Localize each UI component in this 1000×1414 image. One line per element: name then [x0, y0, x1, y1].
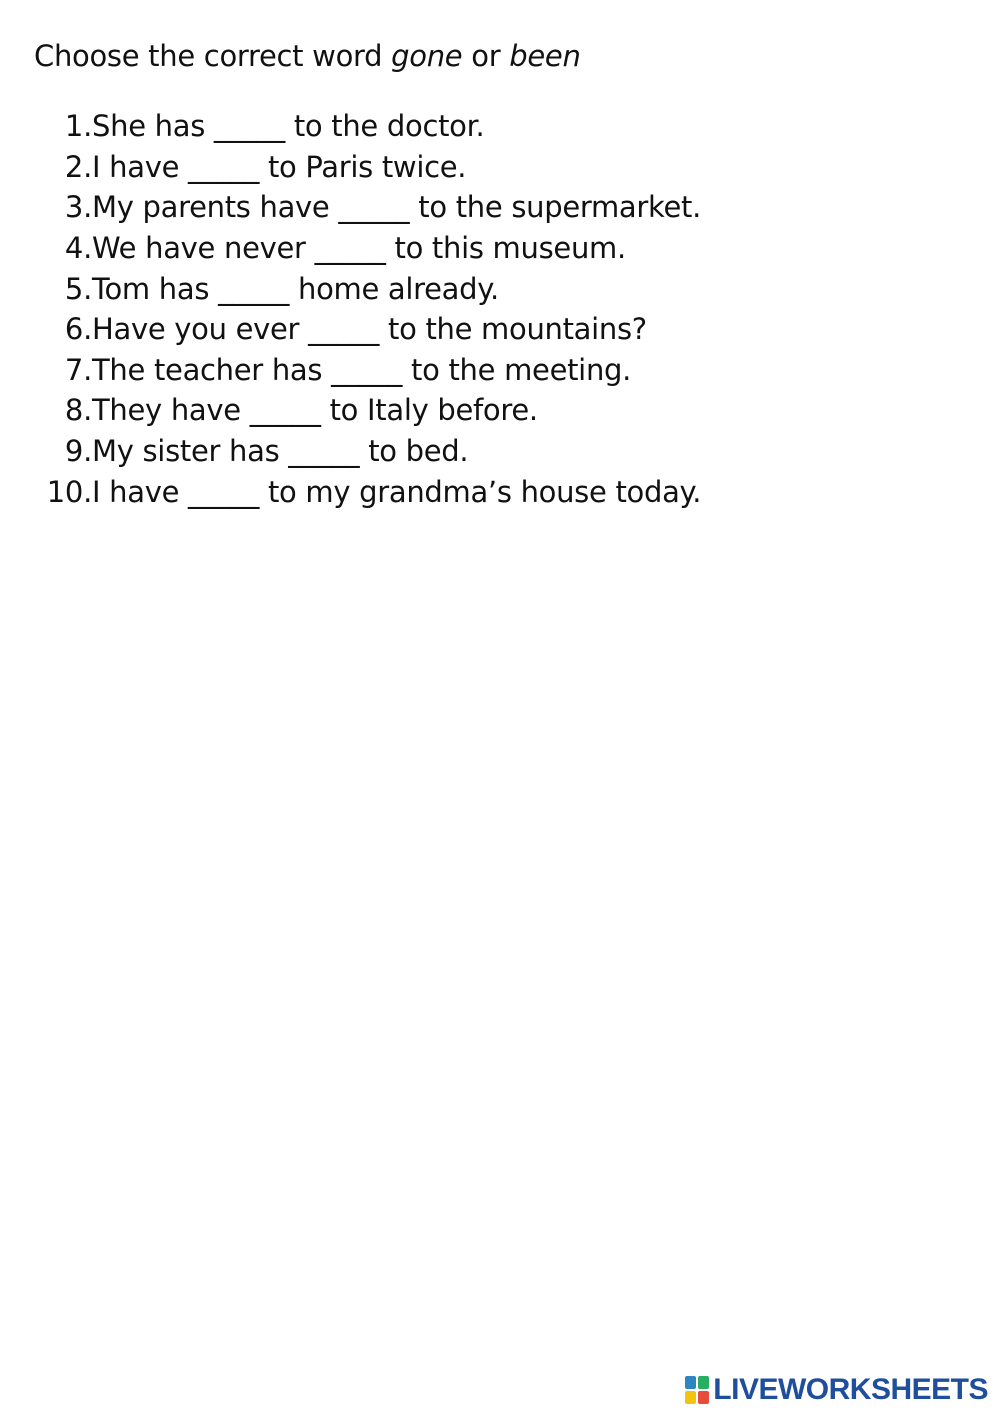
- instruction-prefix: Choose the correct word: [34, 39, 392, 73]
- question-text: I have _____ to Paris twice.: [92, 149, 467, 184]
- question-number: 10.: [46, 474, 92, 509]
- option-gone: gone: [391, 39, 463, 73]
- question-item: [0, 187, 701, 228]
- question-number: 6.: [64, 312, 92, 347]
- liveworksheets-logo-icon: [685, 1376, 709, 1404]
- question-item: [0, 147, 701, 188]
- liveworksheets-logo: [685, 1373, 988, 1407]
- question-text: She has _____ to the doctor.: [92, 109, 485, 144]
- question-number: 3.: [64, 190, 92, 225]
- instruction-connector: or: [462, 39, 510, 73]
- logo-text: LIVEWORKSHEETS: [713, 1373, 988, 1406]
- logo-square-yellow: [685, 1391, 696, 1404]
- question-number: 1.: [64, 109, 92, 144]
- question-item: [0, 471, 701, 512]
- question-item: [0, 390, 701, 431]
- logo-square-blue: [685, 1376, 696, 1389]
- question-number: 9.: [64, 434, 92, 469]
- question-text: We have never _____ to this museum.: [92, 231, 626, 266]
- question-text: They have _____ to Italy before.: [92, 393, 538, 428]
- logo-square-green: [698, 1376, 709, 1389]
- question-item: [0, 106, 701, 147]
- question-text: Tom has _____ home already.: [92, 271, 499, 306]
- question-number: 4.: [64, 231, 92, 266]
- question-text: I have _____ to my grandma’s house today.: [92, 474, 702, 509]
- question-item: [0, 431, 701, 472]
- instruction: [34, 36, 581, 76]
- option-been: been: [509, 39, 581, 73]
- question-number: 7.: [64, 352, 92, 387]
- question-number: 8.: [64, 393, 92, 428]
- question-text: My sister has _____ to bed.: [92, 434, 469, 469]
- question-item: [0, 268, 701, 309]
- question-text: The teacher has _____ to the meeting.: [92, 352, 632, 387]
- question-number: 5.: [64, 271, 92, 306]
- question-list: [0, 106, 701, 512]
- question-item: [0, 350, 701, 391]
- question-number: 2.: [64, 149, 92, 184]
- question-text: My parents have _____ to the supermarket.: [92, 190, 702, 225]
- question-item: [0, 228, 701, 269]
- logo-square-red: [698, 1391, 709, 1404]
- question-text: Have you ever _____ to the mountains?: [92, 312, 647, 347]
- question-item: [0, 309, 701, 350]
